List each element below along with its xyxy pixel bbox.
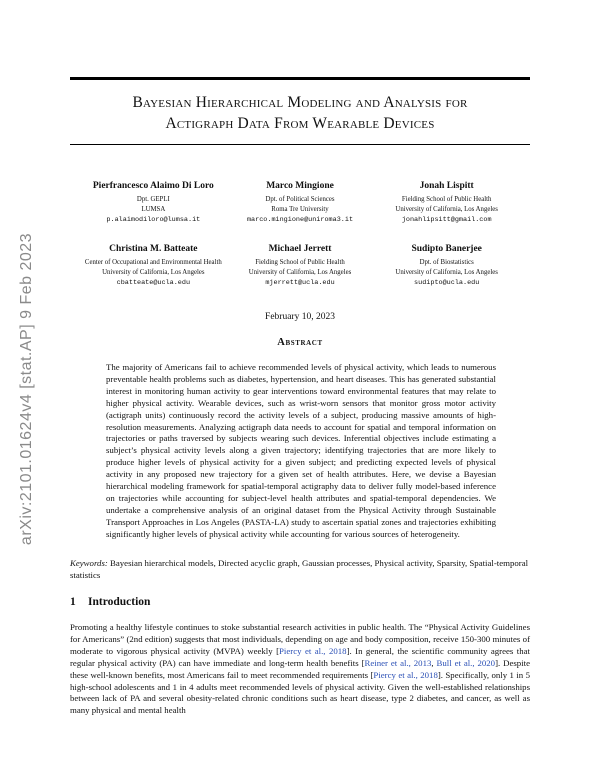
author-affiliation: Dpt. GEPLI — [136, 196, 170, 203]
author — [373, 243, 520, 289]
author-email[interactable]: marco.mingione@uniroma3.it — [246, 216, 354, 224]
author-email[interactable]: cbatteate@ucla.edu — [116, 279, 191, 287]
title-line-1: Bayesian Hierarchical Modeling and Analysis for — [132, 94, 468, 111]
author-affiliation: University of California, Los Angeles — [248, 269, 352, 276]
author-row-1 — [80, 180, 520, 226]
intro-text: ]. Specifically, only 1 in 5 high-school adolescents and 1 in 4 adults meet recommended levels of physical activity. Given the well-established relationships between lack of PA and several obesity-related chronic conditions such as heart disease, type 2 diabetes, and cancer, as well as many physical and mental health — [70, 669, 531, 716]
author-affiliation: University of California, Los Angeles — [395, 206, 498, 213]
title-line-2: Actigraph Data From Wearable Devices — [165, 115, 435, 132]
intro-text: Promoting a healthy lifestyle continues to stoke substantial research activities in public health. The “Physical Activity Guidelines for Americans” (2nd edition) suggests that most individuals, depending on age and body composition, receive 150-300 minutes of moderate to vigorous physical activity (MVPA) weekly [ — [70, 622, 530, 656]
author-email[interactable]: sudipto@ucla.edu — [414, 279, 480, 287]
author-name: Jonah Lispitt — [419, 181, 474, 191]
arxiv-stamp-text: arXiv:2101.01624v4 [stat.AP] 9 Feb 2023 — [18, 232, 35, 546]
author-name: Sudipto Banerjee — [411, 244, 482, 254]
introduction-paragraph — [70, 622, 530, 717]
author-name: Pierfrancesco Alaimo Di Loro — [92, 181, 214, 191]
intro-text: ]. In general, the scientific community agrees that regular physical activity (PA) can have immediate and long-term health benefits [ — [70, 645, 530, 668]
intro-text: , — [431, 657, 437, 668]
author — [80, 180, 227, 226]
citation-link[interactable]: Piercy et al., 2018 — [279, 645, 347, 656]
author-affiliation: LUMSA — [141, 206, 166, 213]
author-row-2 — [80, 243, 520, 289]
keywords-text: Bayesian hierarchical models, Directed acyclic graph, Gaussian processes, Physical activity, Sparsity, Spatial-temporal statistics — [70, 558, 529, 580]
section-title: Introduction — [88, 596, 151, 608]
author-affiliation: Dpt. of Biostatistics — [419, 259, 474, 266]
author — [227, 180, 374, 226]
author-affiliation: Dpt. of Political Sciences — [265, 196, 335, 203]
author-block — [80, 180, 520, 306]
author-email[interactable]: p.alaimodiloro@lumsa.it — [106, 216, 201, 224]
author-name: Michael Jerrett — [268, 244, 332, 254]
keywords — [70, 557, 530, 581]
abstract-body: The majority of Americans fail to achieve recommended levels of physical activity, which leads to numerous preventable health problems such as diabetes, hypertension, and heart diseases. This has generated substantial interest in monitoring human activity to gear interventions toward environmental features that may relate to higher physical activity. Wearable devices, such as wrist-worn sensors that monitor gross motor activity (actigraph units) continuously record the activity levels of a subject, producing massive amounts of high-resolution measurements. Analyzing actigraph data needs to account for spatial and temporal information on trajectories or paths traversed by subjects wearing such devices. Inferential objectives include estimating a subject’s physical activity levels along a given trajectory; identifying trajectories that are more likely to produce higher levels of physical activity for a given subject; and predicting expected levels of physical activity in any proposed new trajectory for a given set of health attributes. Here, we devise a Bayesian hierarchical modeling framework for spatial-temporal actigraphy data to deliver fully model-based inference on trajectories while accounting for subject-level health attributes and spatial-temporal dependencies. We undertake a comprehensive analysis of an original dataset from the Physical Activity through Sustainable Transport Approaches in Los Angeles (PASTA-LA) study to ascertain spatial zones and trajectories exhibiting significantly higher levels of physical activity while accounting for various sources of heterogeneity. — [106, 362, 496, 539]
author — [80, 243, 227, 289]
author-affiliation: University of California, Los Angeles — [395, 269, 498, 276]
author-affiliation: University of California, Los Angeles — [102, 269, 205, 276]
title-top-rule — [70, 77, 530, 80]
arxiv-stamp — [8, 214, 46, 564]
citation-link[interactable]: Piercy et al., 2018 — [373, 669, 438, 680]
author-email[interactable]: mjerrett@ucla.edu — [265, 279, 335, 287]
paper-title — [70, 92, 530, 134]
keywords-label: Keywords: — [70, 558, 108, 568]
abstract-heading: Abstract — [277, 337, 323, 348]
section-number: 1 — [70, 596, 76, 608]
author-name: Christina M. Batteate — [109, 244, 198, 254]
citation-link[interactable]: Reiner et al., 2013 — [364, 657, 432, 668]
section-heading — [70, 596, 150, 608]
author-affiliation: Center of Occupational and Environmental Health — [84, 259, 222, 266]
author-name: Marco Mingione — [266, 181, 334, 191]
citation-link[interactable]: Bull et al., 2020 — [436, 657, 496, 668]
paper-date: February 10, 2023 — [265, 312, 335, 322]
author-affiliation: Roma Tre University — [271, 206, 329, 213]
author — [373, 180, 520, 226]
author-affiliation: Fielding School of Public Health — [255, 259, 345, 266]
author-affiliation: Fielding School of Public Health — [401, 196, 492, 203]
intro-text: ]. Despite these well-known benefits, most Americans fail to meet recommended requirements [ — [70, 657, 530, 680]
author — [227, 243, 374, 289]
author-email[interactable]: jonahlipsitt@gmail.com — [401, 216, 492, 224]
title-bottom-rule — [70, 144, 530, 145]
